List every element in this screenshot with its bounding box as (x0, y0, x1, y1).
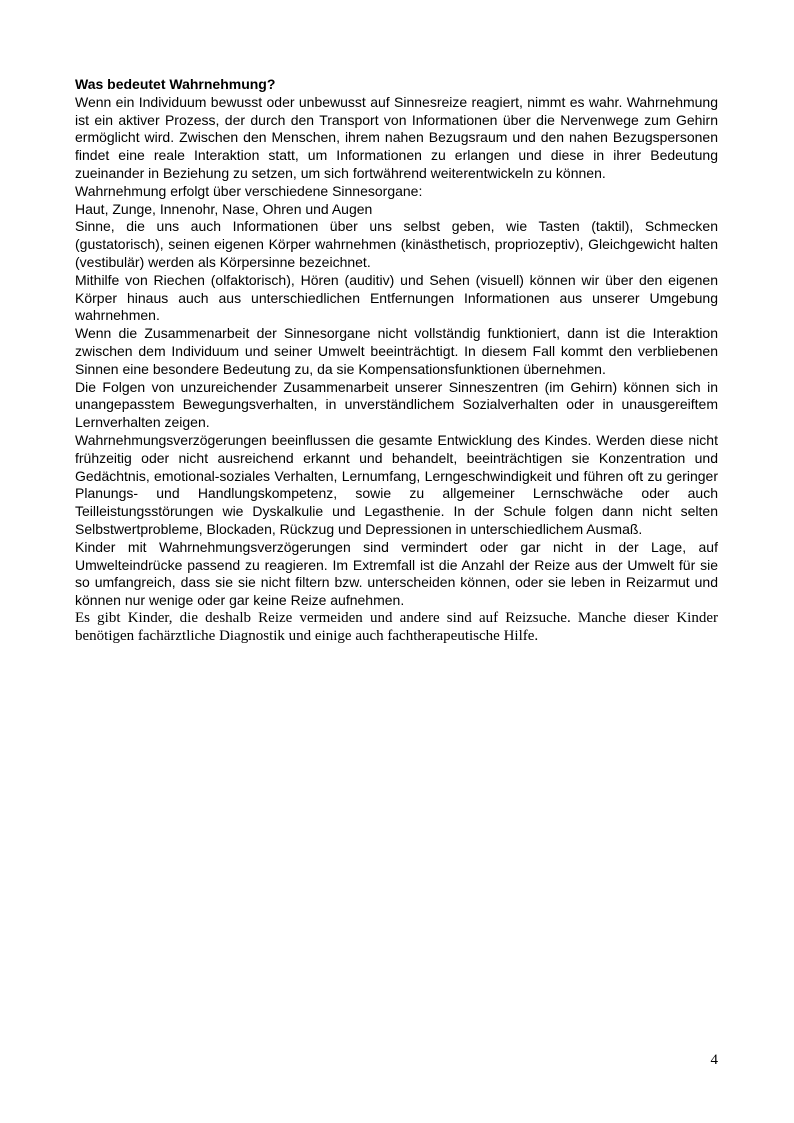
paragraph-body-senses: Sinne, die uns auch Informationen über uns selbst geben, wie Tasten (taktil), Schmecken (gustatorisch), seinen eigenen Körper wahrnehmen (kinästhetisch, propriozeptiv), Gleichgewicht halten (vestibulär) werden als Körpersinne bezeichnet. (75, 218, 718, 270)
document-heading: Was bedeutet Wahrnehmung? (75, 76, 276, 92)
paragraph-sense-cooperation: Wenn die Zusammenarbeit der Sinnesorgane nicht vollständig funktioniert, dann ist die Interaktion zwischen dem Individuum und seiner Umwelt beeinträchtigt. In diesem Fall kommt den verbliebenen Sinnen eine besondere Bedeutung zu, da sie Kompensationsfunktionen übernehmen. (75, 325, 718, 377)
paragraph-distance-senses: Mithilfe von Riechen (olfaktorisch), Hören (auditiv) und Sehen (visuell) können wir über den eigenen Körper hinaus auch aus unterschiedlichen Entfernungen Informationen aus unserer Umgebung wahrnehmen. (75, 271, 718, 324)
page-number: 4 (710, 1052, 718, 1068)
paragraph-stimulus-overload: Kinder mit Wahrnehmungsverzögerungen sind vermindert oder gar nicht in der Lage, auf Umwelteindrücke passend zu reagieren. Im Extremfall ist die Anzahl der Reize aus der Umwelt für sie so umfangreich, dass sie sie nicht filtern bzw. unterscheiden können, oder sie leben in Reizarmut und können nur wenige oder gar keine Reize aufnehmen. (75, 538, 718, 609)
paragraph-sense-organs-list: Haut, Zunge, Innenohr, Nase, Ohren und Augen (75, 200, 373, 217)
paragraph-stimulus-note: Es gibt Kinder, die deshalb Reize vermeiden und andere sind auf Reizsuche. Manche dieser Kinder benötigen fachärztliche Diagnostik und einige auch fachtherapeutische Hilfe. (75, 609, 718, 644)
paragraph-perception-delays: Wahrnehmungsverzögerungen beeinflussen die gesamte Entwicklung des Kindes. Werden diese nicht frühzeitig oder nicht ausreichend erkannt und behandelt, beeinträchtigen sie Konzentration und Gedächtnis, emotional-soziales Verhalten, Lernumfang, Lerngeschwindigkeit und führen oft zu geringer Planungs- und Handlungskompetenz, sowie zu allgemeiner Lernschwäche oder auch Teilleistungsstörungen wie Dyskalkulie und Legasthenie. In der Schule folgen dann nicht selten Selbstwertprobleme, Blockaden, Rückzug und Depressionen in unterschiedlichem Ausmaß. (75, 431, 718, 537)
paragraph-intro: Wenn ein Individuum bewusst oder unbewusst auf Sinnesreize reagiert, nimmt es wahr. Wahrnehmung ist ein aktiver Prozess, der durch den Transport von Informationen über die Nervenwege zum Gehirn ermöglicht wird. Zwischen den Menschen, ihrem nahen Bezugsraum und den nahen Bezugspersonen findet eine reale Interaktion statt, um Informationen zu erlangen und diese in ihrer Bedeutung zueinander in Beziehung zu setzen, um sich fortwährend weiterentwickeln zu können. (75, 93, 718, 181)
paragraph-sense-organs-intro: Wahrnehmung erfolgt über verschiedene Sinnesorgane: (75, 182, 423, 199)
paragraph-consequences: Die Folgen von unzureichender Zusammenarbeit unserer Sinneszentren (im Gehirn) können sich in unangepasstem Bewegungsverhalten, in unverständlichem Sozialverhalten oder in unausgereiftem Lernverhalten zeigen. (75, 378, 718, 431)
